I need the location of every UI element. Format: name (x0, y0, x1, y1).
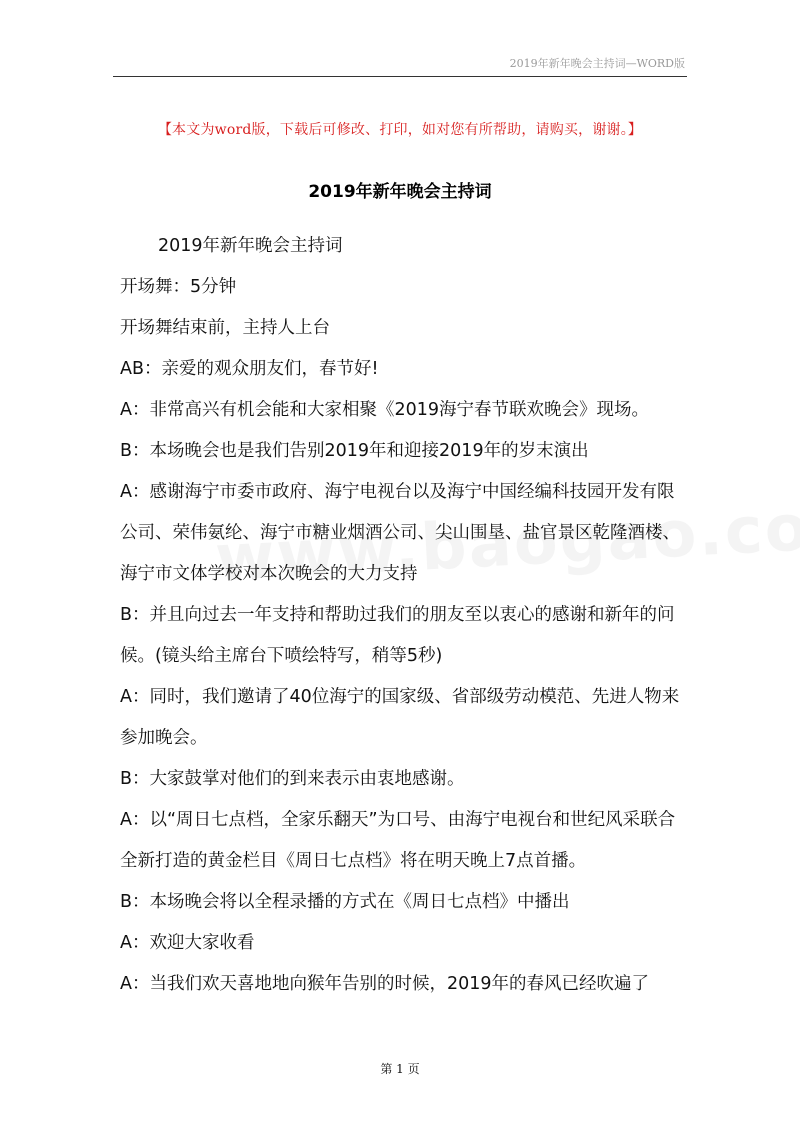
page-header (113, 0, 687, 77)
paragraph: 开场舞结束前，主持人上台 (120, 318, 330, 338)
header-text: 2019年新年晚会主持词—WORD版 (509, 57, 685, 70)
paragraph: A：同时，我们邀请了40位海宁的国家级、省部级劳动模范、先进人物来参加晚会。 (120, 687, 680, 748)
paragraph: A：以“周日七点档，全家乐翻天”为口号、由海宁电视台和世纪风采联合全新打造的黄金栏目《周日七点档》将在明天晚上7点首播。 (120, 810, 676, 871)
paragraph: A：非常高兴有机会能和大家相聚《2019海宁春节联欢晚会》现场。 (120, 400, 650, 420)
paragraph: A：欢迎大家收看 (120, 933, 255, 953)
paragraph: B：本场晚会也是我们告别2019年和迎接2019年的岁末演出 (120, 441, 589, 461)
purchase-notice: 【本文为word版，下载后可修改、打印，如对您有所帮助，请购买，谢谢。】 (157, 122, 643, 138)
paragraph: B：并且向过去一年支持和帮助过我们的朋友至以衷心的感谢和新年的问候。(镜头给主席台下喷绘特写，稍等5秒) (120, 605, 675, 666)
paragraph: AB：亲爱的观众朋友们，春节好! (120, 359, 379, 379)
paragraph: A：感谢海宁市委市政府、海宁电视台以及海宁中国经编科技园开发有限公司、荣伟氨纶、海宁市糖业烟酒公司、尖山围垦、盐官景区乾隆酒楼、海宁市文体学校对本次晚会的大力支持 (120, 482, 680, 584)
paragraph: B：大家鼓掌对他们的到来表示由衷地感谢。 (120, 769, 465, 789)
paragraph: B：本场晚会将以全程录播的方式在《周日七点档》中播出 (120, 892, 570, 912)
document-body (120, 226, 690, 1005)
paragraph-subtitle: 2019年新年晚会主持词 (158, 236, 343, 256)
document-title: 2019年新年晚会主持词 (308, 182, 492, 202)
page-number: 第 1 页 (380, 1062, 420, 1076)
paragraph: 开场舞：5分钟 (120, 277, 237, 297)
paragraph: A：当我们欢天喜地地向猴年告别的时候，2019年的春风已经吹遍了 (120, 974, 650, 994)
